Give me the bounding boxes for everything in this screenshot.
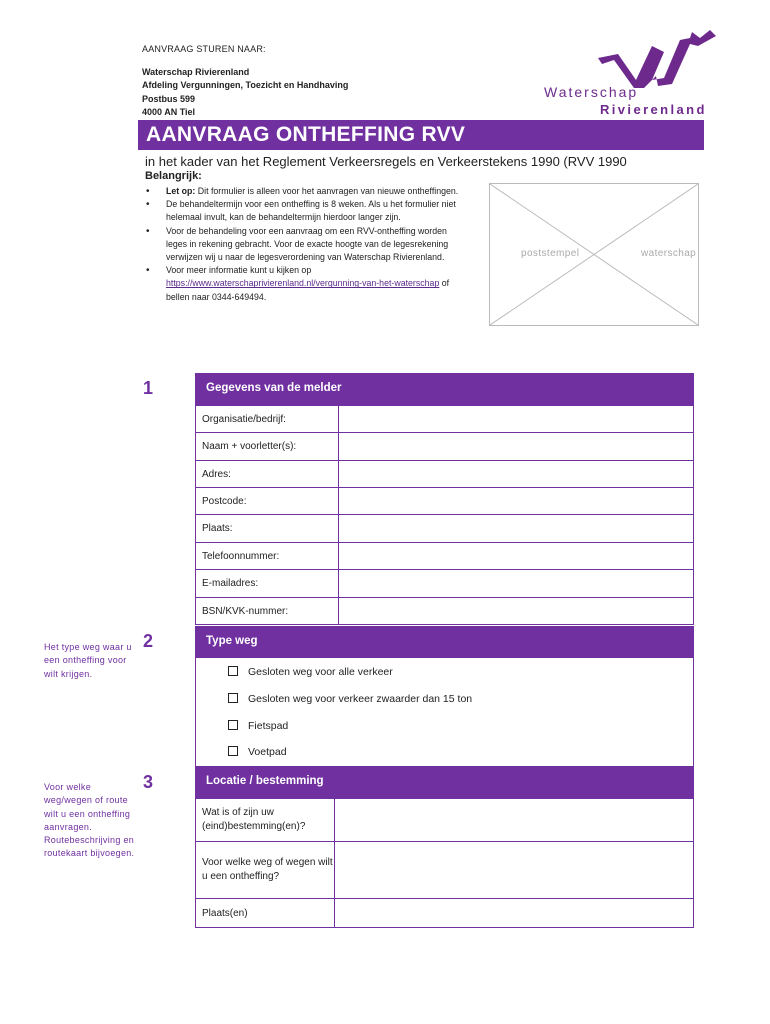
important-heading: Belangrijk: bbox=[145, 170, 202, 182]
section-1-title: Gegevens van de melder bbox=[206, 382, 342, 394]
field-label: Naam + voorletter(s): bbox=[196, 433, 339, 461]
field-label: Postcode: bbox=[196, 488, 339, 515]
stamp-label-waterschap: waterschap bbox=[641, 248, 697, 259]
stamp-label-poststempel: poststempel bbox=[521, 248, 580, 259]
field-label: Voor welke weg of wegen wilt u een ontheffing? bbox=[196, 842, 335, 899]
table-row bbox=[196, 799, 694, 842]
table-row bbox=[196, 598, 694, 625]
table-row bbox=[196, 543, 694, 570]
checkbox-icon[interactable] bbox=[228, 666, 238, 676]
logo-text-waterschap: Waterschap bbox=[544, 84, 639, 100]
bsn-kvk-input[interactable] bbox=[339, 598, 694, 625]
info-link[interactable]: https://www.waterschaprivierenland.nl/vergunning-van-het-waterschap bbox=[166, 278, 440, 289]
section-3-header bbox=[195, 766, 694, 798]
field-label: Plaats: bbox=[196, 515, 339, 543]
address-line-3: Postbus 599 bbox=[142, 93, 196, 104]
stamp-box bbox=[489, 183, 699, 326]
organisation-input[interactable] bbox=[339, 406, 694, 433]
field-label: BSN/KVK-nummer: bbox=[196, 598, 339, 625]
section-2-title: Type weg bbox=[206, 635, 258, 647]
logo-mark-icon bbox=[540, 28, 720, 88]
option-cycle-path[interactable] bbox=[228, 720, 288, 732]
section-2-note: Het type weg waar u een ontheffing voor wilt krijgen. bbox=[44, 642, 132, 679]
table-row bbox=[196, 570, 694, 598]
section-3-title: Locatie / bestemming bbox=[206, 775, 324, 787]
table-row bbox=[196, 406, 694, 433]
important-list bbox=[142, 185, 467, 304]
table-row bbox=[196, 899, 694, 928]
info-text: Voor meer informatie kunt u kijken op bbox=[166, 265, 312, 276]
table-row bbox=[196, 461, 694, 488]
section-2-number: 2 bbox=[143, 631, 154, 651]
road-type-options bbox=[195, 658, 694, 767]
option-footpath[interactable] bbox=[228, 746, 287, 758]
option-closed-heavy-traffic[interactable] bbox=[228, 693, 472, 705]
address-line-2: Afdeling Vergunningen, Toezicht en Handhaving bbox=[142, 80, 349, 91]
email-input[interactable] bbox=[339, 570, 694, 598]
option-label: Fietspad bbox=[248, 720, 289, 732]
sender-details-table bbox=[195, 405, 694, 625]
table-row bbox=[196, 433, 694, 461]
option-closed-all-traffic[interactable] bbox=[228, 666, 393, 678]
section-1-number: 1 bbox=[143, 378, 154, 398]
table-row bbox=[196, 515, 694, 543]
phone-input[interactable] bbox=[339, 543, 694, 570]
list-item: • Voor de behandeling voor een aanvraag om een RVV-ontheffing worden leges in rekening gebracht. Voor de exacte hoogte van de legesrekening verwijzen wij u naar de legesverordening van Waterschap Rivierenland. bbox=[142, 225, 467, 265]
section-2-header bbox=[195, 626, 694, 658]
section-1-header bbox=[195, 373, 694, 405]
field-label: E-mailadres: bbox=[196, 570, 339, 598]
name-input[interactable] bbox=[339, 433, 694, 461]
address-line-1: Waterschap Rivierenland bbox=[142, 67, 250, 77]
list-item bbox=[142, 185, 467, 198]
page-subtitle: in het kader van het Reglement Verkeersregels en Verkeerstekens 1990 (RVV 1990 bbox=[145, 154, 627, 169]
list-item bbox=[142, 264, 467, 304]
option-label: Gesloten weg voor verkeer zwaarder dan 15 ton bbox=[248, 693, 473, 705]
recipient-address bbox=[142, 66, 348, 120]
waterschap-logo bbox=[540, 28, 720, 124]
logo-text-rivierenland: Rivierenland bbox=[600, 102, 707, 117]
option-label: Voetpad bbox=[248, 746, 287, 758]
location-table bbox=[195, 798, 694, 928]
list-item: • De behandeltermijn voor een ontheffing is 8 weken. Als u het formulier niet helemaal invult, kan de behandeltermijn hierdoor langer zijn. bbox=[142, 198, 467, 224]
section-3-note: Voor welke weg/wegen of route wilt u een ontheffing aanvragen. Routebeschrijving en routekaart bijvoegen. bbox=[44, 782, 135, 859]
postcode-input[interactable] bbox=[339, 488, 694, 515]
table-row bbox=[196, 488, 694, 515]
send-to-label: AANVRAAG STUREN NAAR: bbox=[142, 44, 266, 54]
field-label: Wat is of zijn uw (eind)bestemming(en)? bbox=[196, 799, 335, 842]
checkbox-icon[interactable] bbox=[228, 720, 238, 730]
field-label: Telefoonnummer: bbox=[196, 543, 339, 570]
destination-input[interactable] bbox=[335, 799, 694, 842]
road-input[interactable] bbox=[335, 842, 694, 899]
notice-text: Dit formulier is alleen voor het aanvragen van nieuwe ontheffingen. bbox=[195, 186, 459, 196]
places-input[interactable] bbox=[335, 899, 694, 928]
city-input[interactable] bbox=[339, 515, 694, 543]
field-label: Organisatie/bedrijf: bbox=[196, 406, 339, 433]
table-row bbox=[196, 842, 694, 899]
address-line-4: 4000 AN Tiel bbox=[142, 107, 196, 118]
field-label: Adres: bbox=[196, 461, 339, 488]
checkbox-icon[interactable] bbox=[228, 693, 238, 703]
title-bar bbox=[138, 120, 704, 150]
address-input[interactable] bbox=[339, 461, 694, 488]
info-phone: of bellen naar 0344-649494. bbox=[166, 278, 450, 302]
checkbox-icon[interactable] bbox=[228, 746, 238, 756]
notice-bold: Let op: bbox=[166, 186, 196, 196]
option-label: Gesloten weg voor alle verkeer bbox=[248, 666, 393, 678]
page-title: AANVRAAG ONTHEFFING RVV bbox=[146, 123, 466, 146]
section-3-number: 3 bbox=[143, 772, 154, 792]
field-label: Plaats(en) bbox=[196, 899, 335, 928]
